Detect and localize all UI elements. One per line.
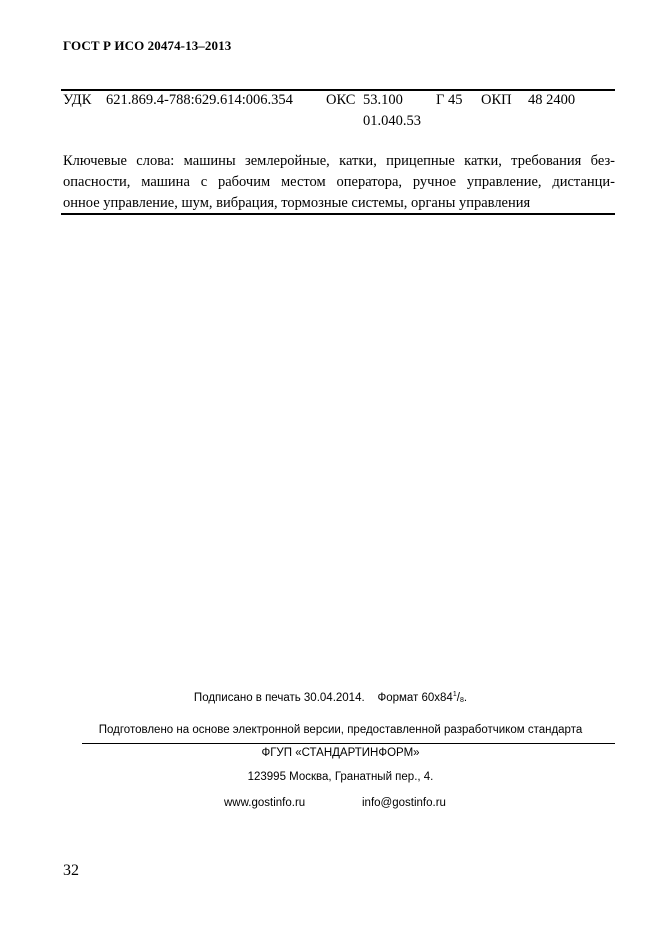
g-code: Г 45 (436, 92, 463, 108)
publisher-name: ФГУП «СТАНДАРТИНФОРМ» (261, 747, 420, 759)
oks-label: ОКС (326, 92, 356, 108)
keywords-line-3: онное управление, шум, вибрация, тормозные системы, органы управления (63, 195, 531, 211)
imprint-rule (82, 743, 615, 744)
oks-code-2: 01.040.53 (363, 113, 421, 129)
keywords-line-2: опасности, машина с рабочим местом оператора, ручное управление, дистанци- (63, 174, 615, 190)
keywords-paragraph (63, 151, 615, 214)
email-link[interactable]: info@gostinfo.ru (362, 797, 446, 809)
page-number: 32 (63, 862, 79, 879)
standard-header: ГОСТ Р ИСО 20474-13–2013 (63, 38, 232, 53)
format-label: Формат 60x84 (377, 692, 453, 704)
website-link[interactable]: www.gostinfo.ru (224, 797, 306, 809)
keywords-bottom-rule (61, 213, 615, 215)
format-denominator: 8 (459, 697, 464, 704)
top-rule (61, 89, 615, 91)
imprint-signed-line: Подписано в печать 30.04.2014. Формат $60x84^1/_8$. (193, 691, 468, 704)
signed-date: Подписано в печать 30.04.2014. (193, 692, 365, 704)
udk-code: 621.869.4-788:629.614:006.354 (106, 92, 293, 108)
oks-code-1: 53.100 (363, 92, 403, 108)
format-numerator: 1 (452, 691, 457, 698)
format-end: . (463, 692, 468, 704)
prepared-note: Подготовлено на основе электронной версии, предоставленной разработчиком стандарта (98, 724, 583, 736)
keywords-line-1: Ключевые слова: машины землеройные, катки, прицепные катки, требования без- (63, 153, 615, 169)
okp-code: 48 2400 (528, 92, 576, 108)
okp-label: ОКП (481, 92, 512, 108)
publisher-address: 123995 Москва, Гранатный пер., 4. (247, 771, 434, 783)
udk-label: УДК (63, 92, 92, 108)
